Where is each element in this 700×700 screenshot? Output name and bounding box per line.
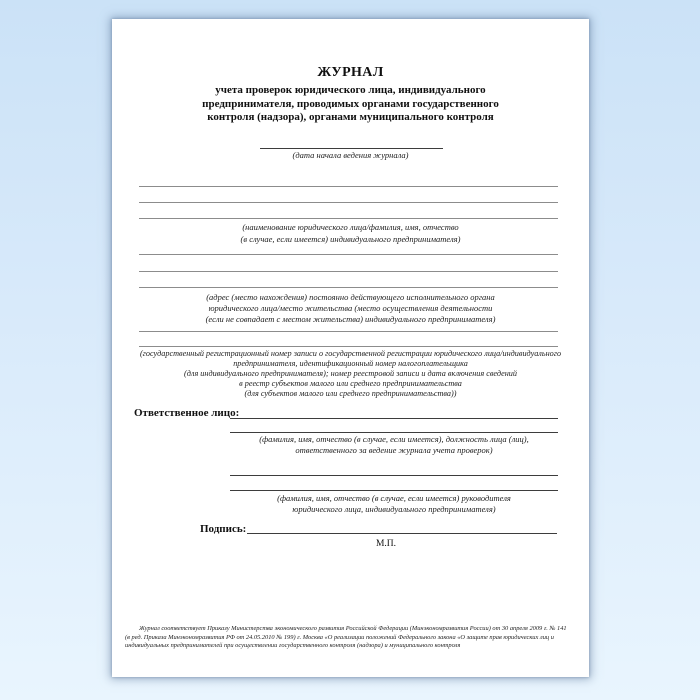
name-entry-line-1 — [139, 186, 558, 187]
signature-entry-line — [247, 533, 557, 534]
head-caption-line-2: юридического лица, индивидуального предпринимателя) — [292, 504, 496, 514]
registration-caption — [112, 349, 589, 399]
footer-note-line-2: (в ред. Приказа Минэкономразвития РФ от 24.05.2010 № 199) г. Москва «О реализации положений Федерального закона «О защите прав юридических лиц и — [125, 633, 554, 641]
date-caption-text: (дата начала ведения журнала) — [292, 150, 409, 160]
form-subtitle-line-2: предпринимателя, проводимых органами государственного — [202, 97, 499, 110]
address-entry-line-3 — [139, 287, 558, 288]
address-caption — [112, 292, 589, 325]
stamp-place-label: М.П. — [375, 539, 397, 549]
name-entry-line-3 — [139, 218, 558, 219]
name-entry-line-2 — [139, 202, 558, 203]
footer-note-line-3: индивидуальных предпринимателей при осуществлении государственного контроля (надзора) и муниципального контроля — [125, 642, 461, 650]
responsible-caption — [230, 434, 558, 456]
registration-caption-line-1: (государственный регистрационный номер записи о государственной регистрации юридического лица/индивидуального — [139, 349, 562, 358]
address-entry-line-1 — [139, 254, 558, 255]
name-caption-line-2: (в случае, если имеется) индивидуального предпринимателя) — [240, 234, 461, 244]
responsible-caption-line-2: ответственного за ведение журнала учета проверок) — [295, 445, 493, 455]
registration-entry-line-2 — [139, 346, 558, 347]
footer-note-line-1: Журнал соответствует Приказу Министерства экономического развития Российской Федерации (Минэкономразвития России) от 30 апреля 2009 г. № 141 — [139, 625, 567, 632]
registration-caption-line-5: (для субъектов малого или среднего предпринимательства)) — [244, 389, 457, 398]
responsible-person-label: Ответственное лицо: — [134, 407, 240, 419]
responsible-entry-line-1 — [230, 418, 558, 419]
head-caption — [230, 493, 558, 515]
head-entry-line-1 — [230, 475, 558, 476]
address-caption-line-2: юридического лица/место жительства (место осуществления деятельности — [208, 303, 493, 313]
form-subtitle-line-3: контроля (надзора), органами муниципального контроля — [207, 111, 494, 123]
footer-note — [125, 625, 587, 651]
journal-form-page — [112, 19, 589, 677]
registration-caption-line-2: предпринимателя, идентификационный номер налогоплательщика — [233, 359, 468, 368]
head-caption-line-1: (фамилия, имя, отчество (в случае, если имеется) руководителя — [277, 493, 511, 503]
name-caption — [112, 221, 589, 245]
form-subtitle-line-1: учета проверок юридического лица, индивидуального — [215, 84, 486, 96]
date-caption — [112, 150, 589, 161]
address-caption-line-1: (адрес (место нахождения) постоянно действующего исполнительного органа — [206, 292, 495, 302]
form-title-block — [112, 65, 589, 125]
responsible-entry-line-2 — [230, 432, 558, 433]
name-caption-line-1: (наименование юридического лица/фамилия, имя, отчество — [242, 222, 459, 232]
registration-entry-line-1 — [139, 331, 558, 332]
registration-caption-line-3: (для индивидуального предпринимателя); номер реестровой записи и дата включения сведений — [184, 369, 517, 378]
responsible-caption-line-1: (фамилия, имя, отчество (в случае, если имеется), должность лица (лиц), — [259, 434, 529, 444]
registration-caption-line-4: в реестр субъектов малого или среднего предпринимательства — [239, 379, 462, 388]
signature-label: Подпись: — [200, 523, 247, 535]
address-entry-line-2 — [139, 271, 558, 272]
date-entry-line — [260, 148, 443, 149]
form-title: ЖУРНАЛ — [317, 65, 384, 80]
head-entry-line-2 — [230, 490, 558, 491]
address-caption-line-3: (если не совпадает с местом жительства) индивидуального предпринимателя) — [205, 314, 496, 324]
